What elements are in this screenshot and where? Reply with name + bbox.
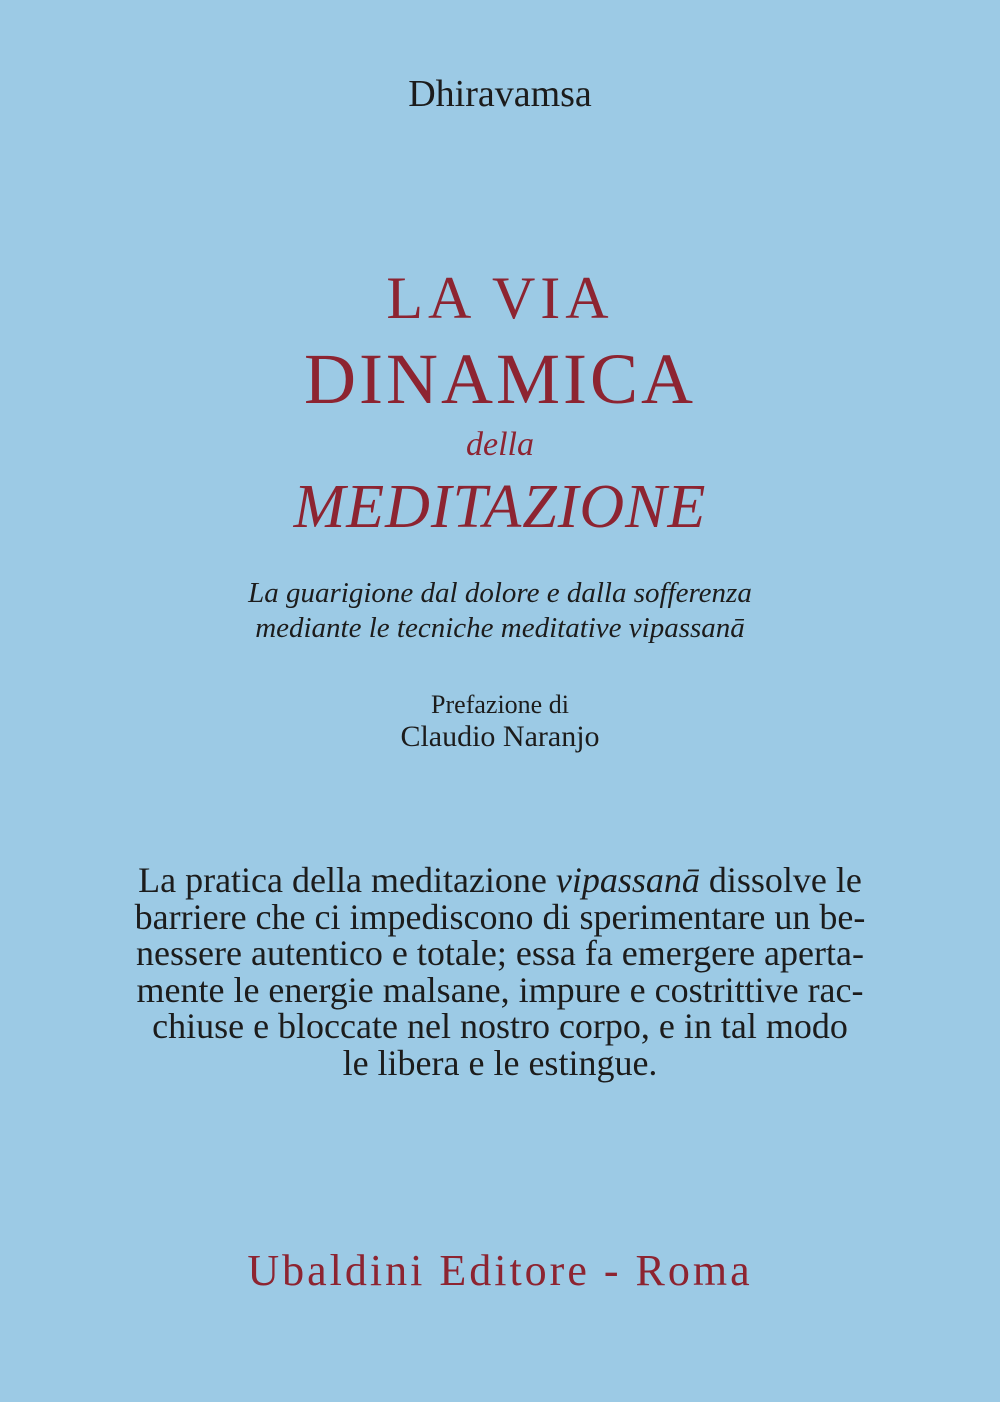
author-name: Dhiravamsa [408, 73, 592, 115]
blurb-text: dissolve le [699, 860, 862, 900]
back-blurb [0, 862, 1000, 1081]
blurb-line: le libera e le estingue. [342, 1042, 658, 1083]
title-line-della: della [466, 426, 534, 463]
title-line-dinamica: DINAMICA [304, 339, 696, 419]
blurb-line [0, 862, 1000, 899]
blurb-line: barriere che ci impediscono di sperimentare un be- [134, 896, 866, 937]
title-line-meditazione: MEDITAZIONE [293, 473, 707, 541]
blurb-text: La pratica della meditazione [138, 860, 556, 900]
blurb-line: nessere autentico e totale; essa fa emergere aperta- [136, 933, 864, 973]
blurb-line: mente le energie malsane, impure e costrittive rac- [136, 969, 864, 1010]
subtitle-line-2: mediante le tecniche meditative vipassanā [255, 612, 745, 644]
publisher-imprint: Ubaldini Editore - Roma [247, 1246, 753, 1295]
subtitle-line-1: La guarigione dal dolore e dalla sofferenza [248, 577, 752, 609]
blurb-emphasis: vipassanā [555, 860, 700, 900]
preface-label: Prefazione di [431, 690, 569, 719]
blurb-line: chiuse e bloccate nel nostro corpo, e in tal modo [152, 1006, 848, 1046]
title-line-la-via: LA VIA [386, 265, 614, 331]
preface-author: Claudio Naranjo [400, 720, 600, 753]
